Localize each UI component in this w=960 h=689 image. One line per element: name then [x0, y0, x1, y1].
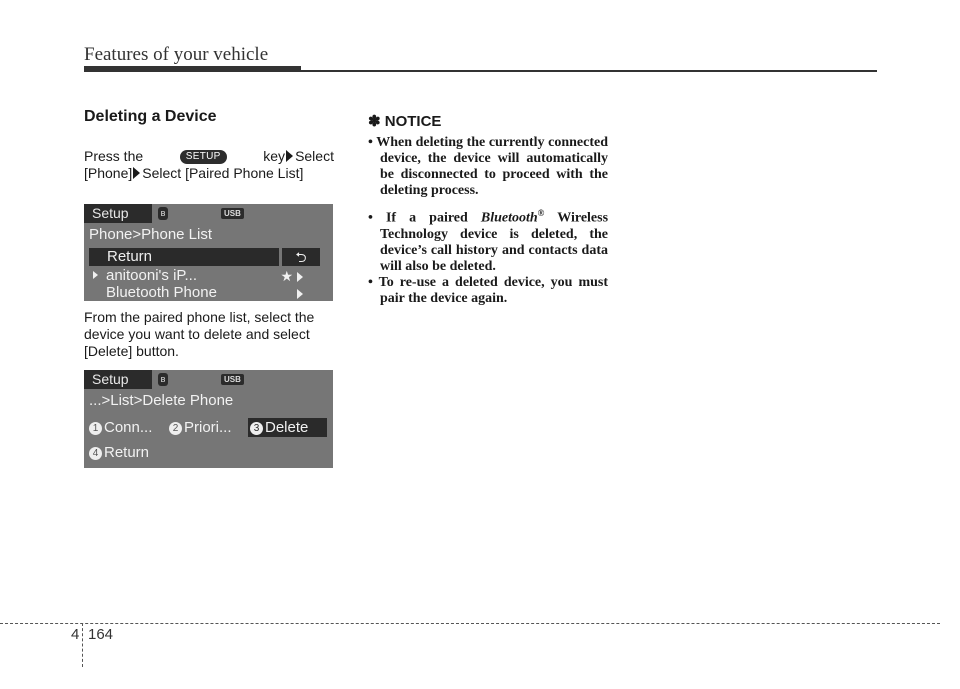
- menu-row-return: Return: [89, 248, 279, 266]
- bluetooth-icon: ʙ: [158, 207, 168, 220]
- notice-box: [368, 112, 608, 313]
- notice-item-2-brand: Bluetooth: [480, 210, 538, 226]
- menu-row-bluetooth-phone: Bluetooth Phone: [106, 284, 217, 301]
- option-delete-label: Delete: [265, 419, 309, 436]
- section-heading: Deleting a Device: [84, 108, 217, 125]
- footer-divider: [82, 623, 83, 667]
- number-3-icon: 3: [250, 422, 263, 435]
- screen-path: ...>List>Delete Phone: [89, 392, 234, 409]
- option-delete: [248, 418, 327, 437]
- bluetooth-icon: ʙ: [158, 373, 168, 386]
- caption-text: From the paired phone list, select the device you want to delete and select [Delete] button.: [84, 309, 315, 359]
- instr-key-word: key: [263, 148, 286, 164]
- registered-mark: ®: [537, 208, 545, 218]
- running-header: Features of your vehicle: [84, 44, 269, 65]
- star-icon: ★: [280, 268, 293, 284]
- screen-phone-list: [84, 204, 333, 301]
- notice-item-3-text: To re-use a deleted device, you must pair the device again.: [378, 274, 609, 306]
- setup-tab: Setup: [84, 370, 152, 389]
- menu-row-device: [93, 267, 197, 284]
- arrow-right-icon: [133, 167, 140, 179]
- instr-select: Select: [295, 148, 334, 164]
- setup-key-badge: SETUP: [180, 150, 227, 164]
- back-arrow-icon: ⮌: [282, 248, 320, 266]
- screen-delete-phone: [84, 370, 333, 468]
- option-return-label: Return: [104, 444, 150, 461]
- number-2-icon: 2: [169, 422, 182, 435]
- screen-path: Phone>Phone List: [89, 226, 213, 243]
- option-priority-label: Priori...: [184, 419, 232, 436]
- device-name: anitooni's iP...: [106, 267, 197, 284]
- setup-tab: Setup: [84, 204, 152, 223]
- page-number: 164: [88, 626, 114, 643]
- instr-press: Press the: [84, 148, 144, 164]
- usb-icon: USB: [221, 208, 244, 219]
- chapter-number: 4: [71, 626, 80, 643]
- arrow-right-icon: [297, 272, 303, 282]
- arrow-right-icon: [93, 271, 98, 279]
- option-return: [89, 444, 149, 461]
- instr-select-paired: Select [Paired Phone List]: [142, 165, 304, 181]
- notice-list: [368, 135, 608, 307]
- usb-icon: USB: [221, 374, 244, 385]
- arrow-right-icon: [297, 289, 303, 299]
- arrow-right-icon: [286, 150, 293, 162]
- notice-item-2-pre: If a paired: [385, 210, 468, 226]
- notice-heading: ✽ NOTICE: [368, 113, 442, 130]
- notice-item: • When deleting the currently connected device, the device will automatically be disconnected to proceed with the deleting process.: [368, 135, 608, 198]
- left-column: [84, 108, 334, 182]
- notice-item: • To re-use a deleted device, you must pair the device again.: [368, 274, 609, 306]
- number-4-icon: 4: [89, 447, 102, 460]
- footer-rule: [0, 623, 940, 624]
- instruction-text: [84, 148, 334, 182]
- option-priority: [169, 419, 232, 436]
- instr-phone: [Phone]: [84, 165, 133, 181]
- notice-item-2-post: Wireless Technology device is deleted, the device’s call history and contacts data will also be deleted.: [380, 210, 609, 274]
- notice-item-1-text: When deleting the currently connected device, the device will automatically be disconnected to proceed with the deleting process.: [376, 135, 608, 198]
- notice-item: • If a paired Bluetooth® Wireless Technology device is deleted, the device’s call history and contacts data will also be deleted.: [368, 208, 609, 274]
- option-connect: [89, 419, 152, 436]
- number-1-icon: 1: [89, 422, 102, 435]
- header-rule: [84, 70, 877, 72]
- option-connect-label: Conn...: [104, 419, 153, 436]
